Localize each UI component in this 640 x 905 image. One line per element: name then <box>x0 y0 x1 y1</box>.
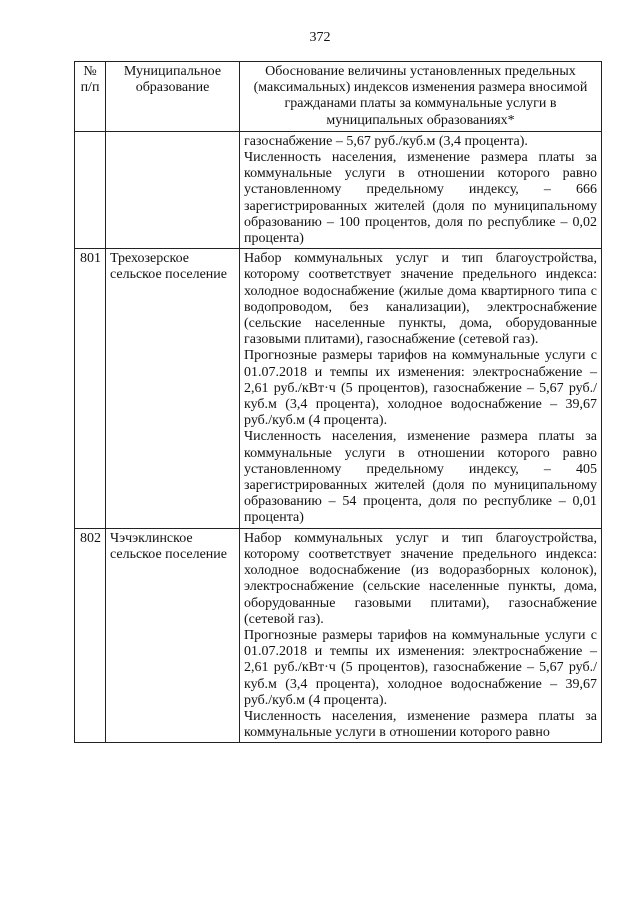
header-municipality: Муниципальное образование <box>106 62 240 132</box>
justification-paragraph: Численность населения, изменение размера платы за коммунальные услуги в отношении которого равно установленному предельному индексу, – 405 зарегистрированных жителей (доля по муниципальному образованию – 54 процента, доля по республике – 0,01 процента) <box>244 429 597 526</box>
table-row <box>75 528 602 743</box>
row-justification <box>240 528 602 743</box>
row-number: 801 <box>75 249 106 528</box>
row-number: 802 <box>75 528 106 743</box>
justification-paragraph: Прогнозные размеры тарифов на коммунальные услуги с 01.07.2018 и темпы их изменения: электроснабжение – 2,61 руб./кВт·ч (5 процентов), газоснабжение – 5,67 руб./куб.м (3,4 процента), холодное водоснабжение – 39,67 руб./куб.м (4 процента). <box>244 627 597 708</box>
row-municipality <box>106 131 240 248</box>
header-number: № п/п <box>75 62 106 132</box>
justification-paragraph: Численность населения, изменение размера платы за коммунальные услуги в отношении которого равно <box>244 708 597 741</box>
tariff-justification-table <box>74 61 602 743</box>
row-justification <box>240 131 602 248</box>
table-header-row <box>75 62 602 132</box>
row-justification <box>240 249 602 528</box>
page-number: 372 <box>309 30 331 45</box>
justification-paragraph: газоснабжение – 5,67 руб./куб.м (3,4 процента). <box>244 133 528 149</box>
justification-paragraph: Набор коммунальных услуг и тип благоустройства, которому соответствует значение предельного индекса: холодное водоснабжение (жилые дома квартирного типа с водопроводом, без канализации), электроснабжение (сельские населенные пункты, дома, оборудованные газовыми плитами), газоснабжение (сетевой газ). <box>244 251 597 348</box>
row-municipality: Чэчэклинское сельское поселение <box>106 528 240 743</box>
row-municipality: Трехозерское сельское поселение <box>106 249 240 528</box>
header-justification: Обоснование величины установленных предельных (максимальных) индексов изменения размера вносимой гражданами платы за коммунальные услуги в муниципальных образованиях* <box>240 62 602 132</box>
justification-paragraph: Набор коммунальных услуг и тип благоустройства, которому соответствует значение предельного индекса: холодное водоснабжение (из водоразборных колонок), электроснабжение (сельские населенные пункты, дома, оборудованные газовыми плитами), газоснабжение (сетевой газ). <box>244 530 597 627</box>
row-number <box>75 131 106 248</box>
justification-paragraph: Прогнозные размеры тарифов на коммунальные услуги с 01.07.2018 и темпы их изменения: электроснабжение – 2,61 руб./кВт·ч (5 процентов), газоснабжение – 5,67 руб./куб.м (3,4 процента), холодное водоснабжение – 39,67 руб./куб.м (4 процента). <box>244 348 597 429</box>
justification-paragraph: Численность населения, изменение размера платы за коммунальные услуги в отношении которого равно установленному предельному индексу, – 666 зарегистрированных жителей (доля по муниципальному образованию – 100 процентов, доля по республике – 0,02 процента) <box>244 150 597 247</box>
table-row <box>75 249 602 528</box>
table-row <box>75 131 602 248</box>
